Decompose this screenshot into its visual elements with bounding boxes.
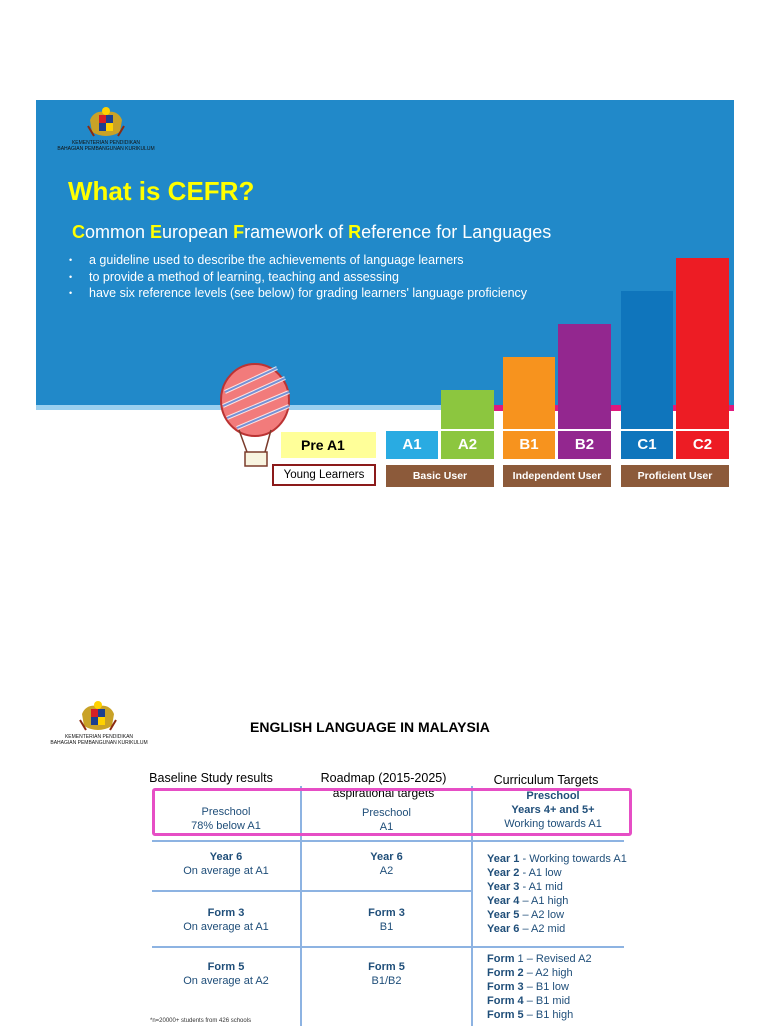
target-level: – A2 low — [519, 909, 565, 921]
level-bar-a2 — [441, 390, 494, 430]
crest-icon — [78, 700, 118, 734]
cell-stage: Years 4+ and 5+ — [511, 804, 595, 816]
list-item — [487, 880, 627, 894]
cell-stage: Form 3 — [207, 907, 245, 919]
target-stage: Year 4 — [487, 895, 520, 907]
group-proficient-user: Proficient User — [621, 465, 729, 487]
target-stage: Year 6 — [487, 923, 520, 935]
subtitle-word: ommon — [85, 222, 151, 242]
logo-caption-line1: KEMENTERIAN PENDIDIKAN — [64, 734, 134, 740]
subtitle-initial: E — [150, 222, 163, 242]
crest-icon — [86, 106, 126, 140]
target-stage: Form 3 — [487, 981, 524, 993]
cell-value: A2 — [379, 865, 394, 877]
form-targets-list — [487, 952, 592, 1022]
subtitle-initial: C — [72, 222, 85, 242]
target-stage: Year 2 — [487, 867, 520, 879]
cell-value: On average at A2 — [183, 975, 269, 987]
roadmap-cell — [302, 806, 471, 834]
bullet-item: • have six reference levels (see below) for grading learners' language proficiency — [69, 285, 527, 302]
target-stage: Form 5 — [487, 1009, 524, 1021]
slide-title: What is CEFR? — [68, 176, 255, 206]
list-item — [487, 952, 592, 966]
roadmap-cell — [302, 850, 471, 878]
cell-stage: Form 3 — [368, 907, 405, 919]
target-level: – A1 high — [519, 895, 569, 907]
column-header-roadmap: Roadmap (2015-2025) — [320, 771, 447, 785]
cell-value: A1 — [379, 821, 394, 833]
cell-stage: Preschool — [526, 790, 580, 802]
bullet-item: • to provide a method of learning, teaching and assessing — [69, 269, 527, 286]
column-header-baseline: Baseline Study results — [149, 771, 273, 785]
ministry-logo — [46, 106, 166, 158]
cell-stage: Year 6 — [370, 851, 403, 863]
group-basic-user: Basic User — [386, 465, 494, 487]
target-stage: Form 2 — [487, 967, 524, 979]
list-item — [487, 922, 627, 936]
target-level: – A2 high — [523, 967, 573, 979]
ministry-logo — [44, 700, 154, 748]
target-level: - Working towards A1 — [519, 853, 627, 865]
target-level: – B1 high — [523, 1009, 574, 1021]
roadmap-cell — [302, 960, 471, 988]
target-level: – Revised A2 — [523, 953, 592, 965]
cell-value: B1/B2 — [371, 975, 402, 987]
cell-value: On average at A1 — [183, 865, 269, 877]
column-header-curriculum: Curriculum Targets — [493, 773, 599, 787]
list-item — [487, 1008, 592, 1022]
column-subheader-roadmap: aspirational targets — [332, 786, 435, 800]
cell-stage: Preschool — [362, 807, 411, 819]
subtitle-initial: F — [233, 222, 245, 242]
slide-title: ENGLISH LANGUAGE IN MALAYSIA — [250, 719, 490, 735]
list-item — [487, 994, 592, 1008]
target-stage: Year 3 — [487, 881, 520, 893]
logo-caption-line1: KEMENTERIAN PENDIDIKAN — [71, 140, 141, 146]
level-c1: C1 — [621, 431, 673, 459]
list-item — [487, 866, 627, 880]
level-b1: B1 — [503, 431, 555, 459]
bullet-item: • a guideline used to describe the achievements of language learners — [69, 252, 527, 269]
baseline-cell — [152, 850, 300, 878]
target-level: - A1 mid — [519, 881, 563, 893]
cell-stage: Form 5 — [368, 961, 405, 973]
table-divider — [152, 840, 624, 842]
level-a1: A1 — [386, 431, 438, 459]
cefr-slide — [36, 100, 734, 491]
target-level: – B1 low — [523, 981, 569, 993]
subtitle-initial: R — [348, 222, 362, 242]
target-level: – B1 mid — [523, 995, 571, 1007]
list-item — [487, 980, 592, 994]
target-stage: Form 4 — [487, 995, 524, 1007]
subtitle-word: uropean — [162, 222, 234, 242]
subtitle-word: ramework of — [244, 222, 349, 242]
level-pre-a1: Pre A1 — [281, 432, 376, 458]
group-young-learners: Young Learners — [272, 464, 376, 486]
cell-value: On average at A1 — [183, 921, 269, 933]
level-b2: B2 — [558, 431, 611, 459]
logo-caption-line2: BAHAGIAN PEMBANGUNAN KURIKULUM — [50, 740, 148, 746]
logo-caption-line2: BAHAGIAN PEMBANGUNAN KURIKULUM — [57, 146, 155, 152]
target-stage: Year 1 — [487, 853, 520, 865]
cell-value: B1 — [379, 921, 394, 933]
cell-stage: Year 6 — [209, 851, 243, 863]
cell-stage: Form 5 — [207, 961, 245, 973]
level-c2: C2 — [676, 431, 729, 459]
level-bar-b2 — [558, 324, 611, 430]
bullet-list — [69, 252, 527, 302]
year-targets-list — [487, 852, 627, 936]
level-bar-c1 — [621, 291, 673, 430]
cell-value: 78% below A1 — [191, 820, 261, 832]
target-level: – A2 mid — [519, 923, 566, 935]
level-bar-c2 — [676, 258, 729, 430]
list-item — [487, 894, 627, 908]
table-divider — [152, 890, 472, 892]
level-bar-b1 — [503, 357, 555, 430]
target-number: 1 — [514, 953, 524, 965]
target-stage: Year 5 — [487, 909, 520, 921]
level-a2: A2 — [441, 431, 494, 459]
table-divider — [152, 946, 624, 948]
english-malaysia-slide — [36, 690, 734, 1024]
roadmap-cell — [302, 906, 471, 934]
baseline-cell — [152, 960, 300, 988]
list-item — [487, 966, 592, 980]
baseline-cell — [152, 805, 300, 833]
cell-stage: Preschool — [201, 806, 251, 818]
baseline-cell — [152, 906, 300, 934]
cell-value: Working towards A1 — [504, 818, 602, 830]
footnote: *n=20000+ students from 426 schools — [150, 1018, 252, 1024]
target-level: - A1 low — [519, 867, 562, 879]
slide-subtitle — [72, 222, 551, 243]
list-item — [487, 852, 627, 866]
group-independent-user: Independent User — [503, 465, 611, 487]
list-item — [487, 908, 627, 922]
target-stage: Form — [487, 953, 515, 965]
subtitle-word: eference for Languages — [361, 222, 552, 242]
curriculum-cell — [473, 789, 633, 831]
